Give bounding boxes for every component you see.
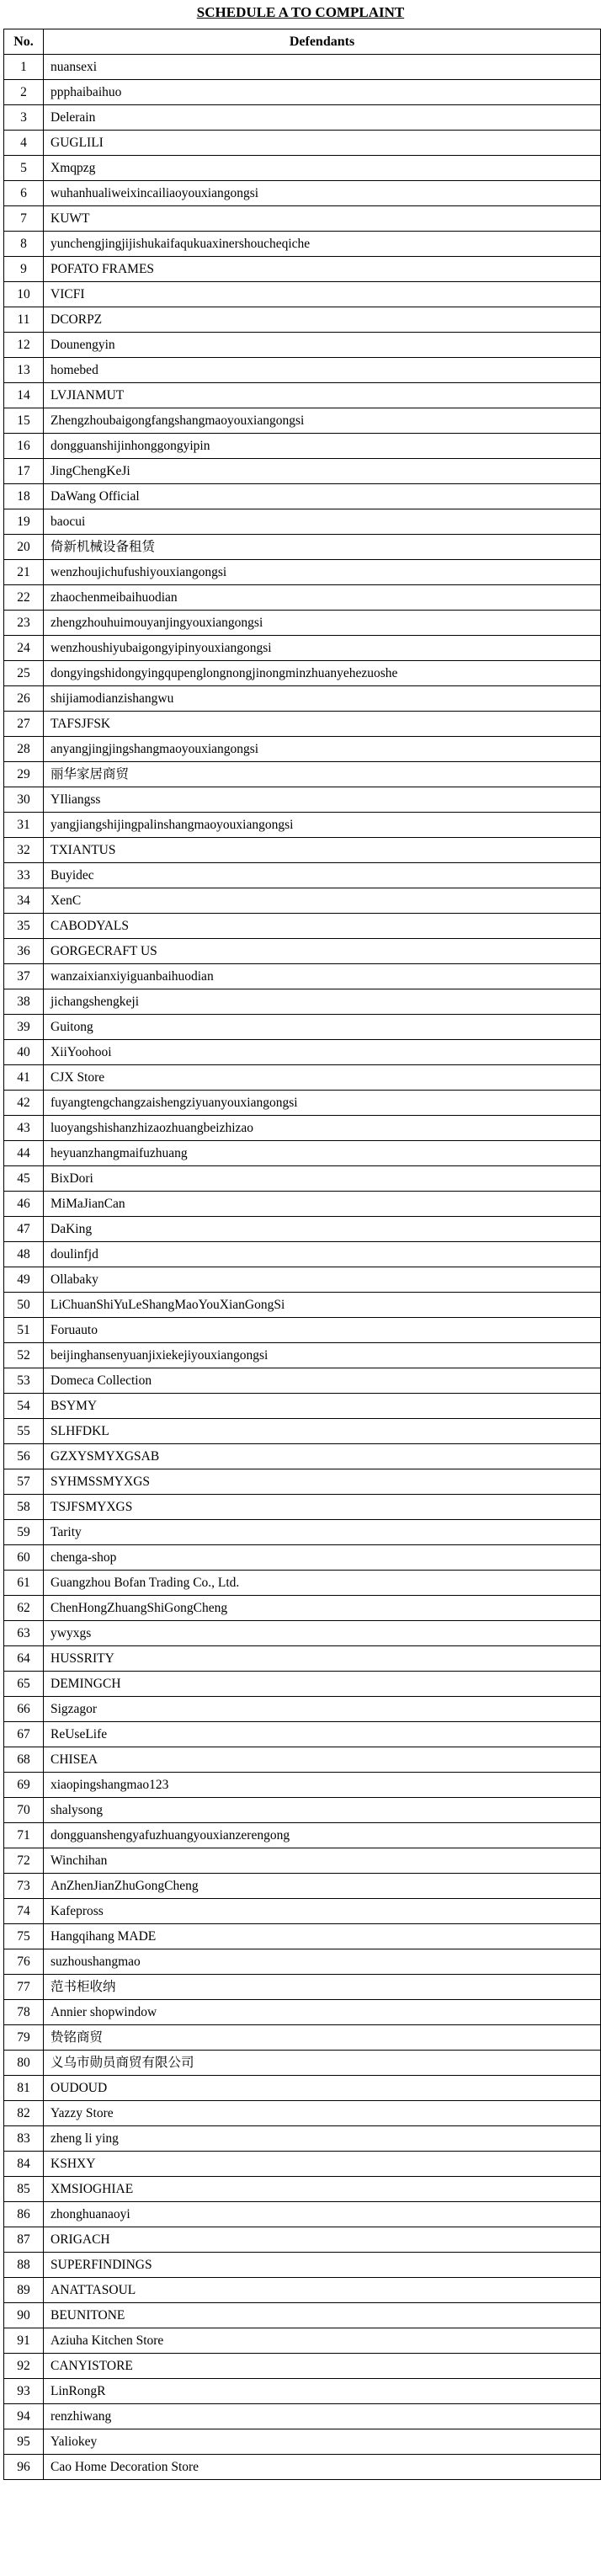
defendant-name: ANATTASOUL xyxy=(44,2278,601,2303)
defendant-name: SYHMSSMYXGS xyxy=(44,1469,601,1495)
row-number: 77 xyxy=(4,1975,44,2000)
row-number: 34 xyxy=(4,888,44,914)
defendant-name: ChenHongZhuangShiGongCheng xyxy=(44,1596,601,1621)
row-number: 5 xyxy=(4,156,44,181)
defendant-name: doulinfjd xyxy=(44,1242,601,1267)
defendant-name: Aziuha Kitchen Store xyxy=(44,2328,601,2354)
row-number: 47 xyxy=(4,1217,44,1242)
table-row xyxy=(4,408,601,434)
defendant-name: shijiamodianzishangwu xyxy=(44,686,601,712)
table-row xyxy=(4,914,601,939)
defendant-name: Buyidec xyxy=(44,863,601,888)
table-row xyxy=(4,1722,601,1747)
defendant-name: chenga-shop xyxy=(44,1545,601,1571)
row-number: 40 xyxy=(4,1040,44,1065)
defendant-name: 义乌市勋员商贸有限公司 xyxy=(44,2051,601,2076)
row-number: 71 xyxy=(4,1823,44,1848)
defendant-name: GUGLILI xyxy=(44,131,601,156)
table-row xyxy=(4,1571,601,1596)
table-row xyxy=(4,131,601,156)
table-row xyxy=(4,611,601,636)
table-row xyxy=(4,535,601,560)
defendant-name: POFATO FRAMES xyxy=(44,257,601,282)
row-number: 78 xyxy=(4,2000,44,2025)
row-number: 16 xyxy=(4,434,44,459)
defendant-name: OUDOUD xyxy=(44,2076,601,2101)
row-number: 31 xyxy=(4,813,44,838)
row-number: 18 xyxy=(4,484,44,509)
table-row xyxy=(4,1621,601,1646)
defendant-name: suzhoushangmao xyxy=(44,1949,601,1975)
defendant-name: ORIGACH xyxy=(44,2227,601,2253)
table-row xyxy=(4,307,601,333)
page-title: SCHEDULE A TO COMPLAINT xyxy=(196,4,405,20)
table-row xyxy=(4,1495,601,1520)
defendant-name: renzhiwang xyxy=(44,2404,601,2429)
table-row xyxy=(4,1343,601,1368)
table-row xyxy=(4,2278,601,2303)
defendant-name: TAFSJFSK xyxy=(44,712,601,737)
table-row xyxy=(4,1368,601,1394)
row-number: 66 xyxy=(4,1697,44,1722)
table-row xyxy=(4,2051,601,2076)
defendant-name: beijinghansenyuanjixiekejiyouxiangongsi xyxy=(44,1343,601,1368)
defendant-name: Annier shopwindow xyxy=(44,2000,601,2025)
table-row xyxy=(4,560,601,585)
defendant-name: homebed xyxy=(44,358,601,383)
row-number: 24 xyxy=(4,636,44,661)
defendant-name: BSYMY xyxy=(44,1394,601,1419)
row-number: 79 xyxy=(4,2025,44,2051)
defendant-name: 倚新机械设备租赁 xyxy=(44,535,601,560)
defendant-name: Zhengzhoubaigongfangshangmaoyouxiangongsi xyxy=(44,408,601,434)
defendant-name: wenzhoushiyubaigongyipinyouxiangongsi xyxy=(44,636,601,661)
row-number: 50 xyxy=(4,1293,44,1318)
defendant-name: yunchengjingjijishukaifaqukuaxinershoucheqiche xyxy=(44,232,601,257)
defendant-name: anyangjingjingshangmaoyouxiangongsi xyxy=(44,737,601,762)
table-row xyxy=(4,964,601,989)
row-number: 92 xyxy=(4,2354,44,2379)
row-number: 11 xyxy=(4,307,44,333)
row-number: 6 xyxy=(4,181,44,206)
defendant-name: MiMaJianCan xyxy=(44,1192,601,1217)
row-number: 21 xyxy=(4,560,44,585)
table-row xyxy=(4,55,601,80)
row-number: 93 xyxy=(4,2379,44,2404)
defendants-table xyxy=(3,29,601,2480)
row-number: 90 xyxy=(4,2303,44,2328)
table-row xyxy=(4,737,601,762)
defendant-name: DEMINGCH xyxy=(44,1672,601,1697)
table-row xyxy=(4,686,601,712)
table-row xyxy=(4,1975,601,2000)
row-number: 61 xyxy=(4,1571,44,1596)
row-number: 88 xyxy=(4,2253,44,2278)
defendant-name: CJX Store xyxy=(44,1065,601,1091)
table-row xyxy=(4,2076,601,2101)
table-row xyxy=(4,1672,601,1697)
row-number: 48 xyxy=(4,1242,44,1267)
defendant-name: CANYISTORE xyxy=(44,2354,601,2379)
row-number: 13 xyxy=(4,358,44,383)
row-number: 94 xyxy=(4,2404,44,2429)
defendant-name: BEUNITONE xyxy=(44,2303,601,2328)
table-row xyxy=(4,888,601,914)
row-number: 83 xyxy=(4,2126,44,2152)
table-row xyxy=(4,585,601,611)
defendant-name: fuyangtengchangzaishengziyuanyouxiangongsi xyxy=(44,1091,601,1116)
defendant-name: wenzhoujichufushiyouxiangongsi xyxy=(44,560,601,585)
row-number: 26 xyxy=(4,686,44,712)
column-header-no: No. xyxy=(4,29,44,55)
table-row xyxy=(4,2253,601,2278)
table-row xyxy=(4,1798,601,1823)
defendant-name: 丽华家居商贸 xyxy=(44,762,601,787)
defendant-name: JingChengKeJi xyxy=(44,459,601,484)
table-row xyxy=(4,813,601,838)
table-row xyxy=(4,2101,601,2126)
table-row xyxy=(4,1394,601,1419)
table-row xyxy=(4,1874,601,1899)
row-number: 30 xyxy=(4,787,44,813)
defendant-name: DaKing xyxy=(44,1217,601,1242)
row-number: 2 xyxy=(4,80,44,105)
table-row xyxy=(4,1924,601,1949)
defendant-name: GORGECRAFT US xyxy=(44,939,601,964)
table-body xyxy=(4,55,601,2480)
row-number: 95 xyxy=(4,2429,44,2455)
defendant-name: AnZhenJianZhuGongCheng xyxy=(44,1874,601,1899)
row-number: 15 xyxy=(4,408,44,434)
defendant-name: zheng li ying xyxy=(44,2126,601,2152)
row-number: 10 xyxy=(4,282,44,307)
row-number: 68 xyxy=(4,1747,44,1773)
defendant-name: ppphaibaihuo xyxy=(44,80,601,105)
row-number: 75 xyxy=(4,1924,44,1949)
row-number: 67 xyxy=(4,1722,44,1747)
defendant-name: Yaliokey xyxy=(44,2429,601,2455)
row-number: 58 xyxy=(4,1495,44,1520)
row-number: 44 xyxy=(4,1141,44,1166)
table-row xyxy=(4,383,601,408)
defendant-name: CABODYALS xyxy=(44,914,601,939)
row-number: 70 xyxy=(4,1798,44,1823)
table-row xyxy=(4,1040,601,1065)
defendant-name: VICFI xyxy=(44,282,601,307)
table-row xyxy=(4,2152,601,2177)
defendant-name: dongguanshijinhonggongyipin xyxy=(44,434,601,459)
row-number: 9 xyxy=(4,257,44,282)
defendant-name: baocui xyxy=(44,509,601,535)
defendant-name: XenC xyxy=(44,888,601,914)
table-row xyxy=(4,2025,601,2051)
defendant-name: 贽铭商贸 xyxy=(44,2025,601,2051)
table-row xyxy=(4,1596,601,1621)
defendant-name: heyuanzhangmaifuzhuang xyxy=(44,1141,601,1166)
row-number: 69 xyxy=(4,1773,44,1798)
defendant-name: Domeca Collection xyxy=(44,1368,601,1394)
table-row xyxy=(4,459,601,484)
row-number: 32 xyxy=(4,838,44,863)
row-number: 80 xyxy=(4,2051,44,2076)
row-number: 36 xyxy=(4,939,44,964)
defendant-name: XiiYoohooi xyxy=(44,1040,601,1065)
defendant-name: KUWT xyxy=(44,206,601,232)
row-number: 8 xyxy=(4,232,44,257)
row-number: 72 xyxy=(4,1848,44,1874)
table-row xyxy=(4,787,601,813)
table-row xyxy=(4,1091,601,1116)
table-row xyxy=(4,1949,601,1975)
defendant-name: XMSIOGHIAE xyxy=(44,2177,601,2202)
row-number: 14 xyxy=(4,383,44,408)
table-row xyxy=(4,333,601,358)
defendant-name: DaWang Official xyxy=(44,484,601,509)
defendant-name: Delerain xyxy=(44,105,601,131)
defendant-name: dongyingshidongyingqupenglongnongjinongminzhuanyehezuoshe xyxy=(44,661,601,686)
row-number: 60 xyxy=(4,1545,44,1571)
row-number: 23 xyxy=(4,611,44,636)
defendant-name: zhonghuanaoyi xyxy=(44,2202,601,2227)
defendant-name: LiChuanShiYuLeShangMaoYouXianGongSi xyxy=(44,1293,601,1318)
defendant-name: SLHFDKL xyxy=(44,1419,601,1444)
defendant-name: wanzaixianxiyiguanbaihuodian xyxy=(44,964,601,989)
defendant-name: DCORPZ xyxy=(44,307,601,333)
table-row xyxy=(4,257,601,282)
table-row xyxy=(4,1773,601,1798)
row-number: 76 xyxy=(4,1949,44,1975)
defendant-name: ReUseLife xyxy=(44,1722,601,1747)
defendant-name: dongguanshengyafuzhuangyouxianzerengong xyxy=(44,1823,601,1848)
table-row xyxy=(4,1899,601,1924)
table-row xyxy=(4,2404,601,2429)
table-row xyxy=(4,1116,601,1141)
defendant-name: ywyxgs xyxy=(44,1621,601,1646)
row-number: 17 xyxy=(4,459,44,484)
table-row xyxy=(4,2126,601,2152)
row-number: 20 xyxy=(4,535,44,560)
table-row xyxy=(4,1444,601,1469)
row-number: 37 xyxy=(4,964,44,989)
row-number: 91 xyxy=(4,2328,44,2354)
table-row xyxy=(4,1141,601,1166)
defendant-name: Xmqpzg xyxy=(44,156,601,181)
row-number: 43 xyxy=(4,1116,44,1141)
table-row xyxy=(4,2303,601,2328)
row-number: 29 xyxy=(4,762,44,787)
table-row xyxy=(4,156,601,181)
row-number: 1 xyxy=(4,55,44,80)
row-number: 63 xyxy=(4,1621,44,1646)
defendant-name: xiaopingshangmao123 xyxy=(44,1773,601,1798)
defendant-name: TSJFSMYXGS xyxy=(44,1495,601,1520)
table-row xyxy=(4,1823,601,1848)
defendant-name: Sigzagor xyxy=(44,1697,601,1722)
table-row xyxy=(4,1646,601,1672)
row-number: 59 xyxy=(4,1520,44,1545)
defendant-name: Kafepross xyxy=(44,1899,601,1924)
defendant-name: Guitong xyxy=(44,1015,601,1040)
table-row xyxy=(4,484,601,509)
defendant-name: Ollabaky xyxy=(44,1267,601,1293)
table-row xyxy=(4,1697,601,1722)
defendant-name: LinRongR xyxy=(44,2379,601,2404)
defendant-name: KSHXY xyxy=(44,2152,601,2177)
table-row xyxy=(4,762,601,787)
row-number: 42 xyxy=(4,1091,44,1116)
row-number: 52 xyxy=(4,1343,44,1368)
row-number: 64 xyxy=(4,1646,44,1672)
row-number: 4 xyxy=(4,131,44,156)
defendant-name: zhengzhouhuimouyanjingyouxiangongsi xyxy=(44,611,601,636)
row-number: 39 xyxy=(4,1015,44,1040)
table-row xyxy=(4,661,601,686)
defendant-name: Cao Home Decoration Store xyxy=(44,2455,601,2480)
defendant-name: SUPERFINDINGS xyxy=(44,2253,601,2278)
table-row xyxy=(4,1747,601,1773)
table-row xyxy=(4,282,601,307)
table-row xyxy=(4,358,601,383)
defendant-name: 范书柜收纳 xyxy=(44,1975,601,2000)
column-header-defendants: Defendants xyxy=(44,29,601,55)
table-row xyxy=(4,939,601,964)
defendant-name: Hangqihang MADE xyxy=(44,1924,601,1949)
row-number: 25 xyxy=(4,661,44,686)
defendant-name: GZXYSMYXGSAB xyxy=(44,1444,601,1469)
table-row xyxy=(4,2202,601,2227)
row-number: 81 xyxy=(4,2076,44,2101)
table-row xyxy=(4,206,601,232)
defendant-name: Tarity xyxy=(44,1520,601,1545)
row-number: 87 xyxy=(4,2227,44,2253)
table-row xyxy=(4,2379,601,2404)
table-row xyxy=(4,1293,601,1318)
row-number: 89 xyxy=(4,2278,44,2303)
row-number: 28 xyxy=(4,737,44,762)
row-number: 57 xyxy=(4,1469,44,1495)
defendant-name: shalysong xyxy=(44,1798,601,1823)
row-number: 35 xyxy=(4,914,44,939)
row-number: 55 xyxy=(4,1419,44,1444)
table-row xyxy=(4,1217,601,1242)
table-row xyxy=(4,1520,601,1545)
table-row xyxy=(4,712,601,737)
table-row xyxy=(4,636,601,661)
table-row xyxy=(4,2177,601,2202)
table-row xyxy=(4,863,601,888)
row-number: 54 xyxy=(4,1394,44,1419)
table-row xyxy=(4,105,601,131)
row-number: 46 xyxy=(4,1192,44,1217)
table-row xyxy=(4,1015,601,1040)
defendant-name: wuhanhualiweixincailiaoyouxiangongsi xyxy=(44,181,601,206)
table-row xyxy=(4,2429,601,2455)
table-row xyxy=(4,1166,601,1192)
table-row xyxy=(4,838,601,863)
row-number: 49 xyxy=(4,1267,44,1293)
row-number: 7 xyxy=(4,206,44,232)
row-number: 53 xyxy=(4,1368,44,1394)
table-row xyxy=(4,2455,601,2480)
row-number: 45 xyxy=(4,1166,44,1192)
table-row xyxy=(4,2354,601,2379)
table-row xyxy=(4,232,601,257)
table-row xyxy=(4,1242,601,1267)
row-number: 27 xyxy=(4,712,44,737)
defendant-name: BixDori xyxy=(44,1166,601,1192)
defendant-name: CHISEA xyxy=(44,1747,601,1773)
defendant-name: Guangzhou Bofan Trading Co., Ltd. xyxy=(44,1571,601,1596)
table-row xyxy=(4,1469,601,1495)
row-number: 65 xyxy=(4,1672,44,1697)
row-number: 74 xyxy=(4,1899,44,1924)
table-row xyxy=(4,1419,601,1444)
table-row xyxy=(4,1267,601,1293)
defendant-name: HUSSRITY xyxy=(44,1646,601,1672)
table-row xyxy=(4,434,601,459)
row-number: 86 xyxy=(4,2202,44,2227)
row-number: 22 xyxy=(4,585,44,611)
defendant-name: YIliangss xyxy=(44,787,601,813)
row-number: 19 xyxy=(4,509,44,535)
defendant-name: zhaochenmeibaihuodian xyxy=(44,585,601,611)
row-number: 82 xyxy=(4,2101,44,2126)
row-number: 3 xyxy=(4,105,44,131)
table-row xyxy=(4,1192,601,1217)
row-number: 73 xyxy=(4,1874,44,1899)
row-number: 56 xyxy=(4,1444,44,1469)
defendant-name: nuansexi xyxy=(44,55,601,80)
defendant-name: jichangshengkeji xyxy=(44,989,601,1015)
table-row xyxy=(4,509,601,535)
defendant-name: yangjiangshijingpalinshangmaoyouxiangongsi xyxy=(44,813,601,838)
defendant-name: Foruauto xyxy=(44,1318,601,1343)
row-number: 96 xyxy=(4,2455,44,2480)
defendant-name: luoyangshishanzhizaozhuangbeizhizao xyxy=(44,1116,601,1141)
defendant-name: Dounengyin xyxy=(44,333,601,358)
table-row xyxy=(4,1848,601,1874)
defendant-name: TXIANTUS xyxy=(44,838,601,863)
defendant-name: Yazzy Store xyxy=(44,2101,601,2126)
row-number: 62 xyxy=(4,1596,44,1621)
row-number: 38 xyxy=(4,989,44,1015)
row-number: 12 xyxy=(4,333,44,358)
row-number: 51 xyxy=(4,1318,44,1343)
table-row xyxy=(4,1065,601,1091)
row-number: 41 xyxy=(4,1065,44,1091)
table-row xyxy=(4,2227,601,2253)
table-row xyxy=(4,2328,601,2354)
table-row xyxy=(4,1318,601,1343)
defendant-name: LVJIANMUT xyxy=(44,383,601,408)
row-number: 33 xyxy=(4,863,44,888)
table-row xyxy=(4,2000,601,2025)
table-row xyxy=(4,181,601,206)
table-row xyxy=(4,80,601,105)
table-header-row xyxy=(4,29,601,55)
row-number: 85 xyxy=(4,2177,44,2202)
table-row xyxy=(4,1545,601,1571)
row-number: 84 xyxy=(4,2152,44,2177)
defendant-name: Winchihan xyxy=(44,1848,601,1874)
table-row xyxy=(4,989,601,1015)
